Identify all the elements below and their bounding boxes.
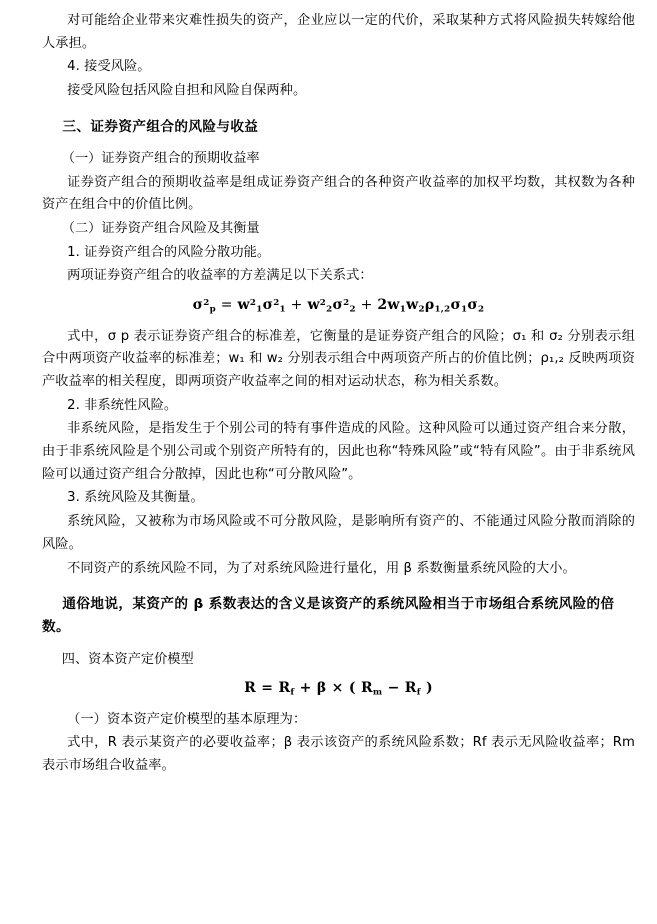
paragraph-diversification-title: 1. 证券资产组合的风险分散功能。 [67,244,271,260]
formula-cross-sigma2: σ [467,297,479,314]
formula-sigma1-sub: 1 [279,304,286,315]
heading-capm: 通俗地说，某资产的 β 系数表达的含义是该资产的系统风险相当于市场组合系统风险的倍数。 [42,596,615,636]
formula-w1: w [237,297,250,314]
formula-plus-1: + [290,297,303,314]
paragraph-risk-transfer: 对可能给企业带来灾难性损失的资产，企业应以一定的代价，采取某种方式将风险损失转嫁给他人承担。 [42,13,635,51]
paragraph-variance-intro: 两项证券资产组合的收益率的方差满足以下关系式： [67,268,373,284]
paragraph-accept-risk-body: 接受风险包括风险自担和风险自保两种。 [67,83,307,99]
formula-plus-2: + [360,297,373,314]
formula-cross-w1-sub: 1 [399,304,407,315]
formula-sigma-base: σ [192,297,204,314]
formula-cross-sigma2-sub: 2 [478,304,485,315]
formula-w2-sup: 2 [319,297,327,308]
formula-w1-sub: 1 [256,304,263,315]
formula-w2-sub: 2 [326,304,333,315]
formula-cross-w2-sub: 2 [418,304,425,315]
paragraph-expected-return-body: 证券资产组合的预期收益率是组成证券资产组合的各种资产收益率的加权平均数，其权数为各种资产在组合中的价值比例。 [42,174,635,213]
formula-capm [42,680,635,697]
formula-capm-plus: + [299,680,312,697]
subheading-portfolio-risk-measure: （二）证券资产组合风险及其衡量 [61,221,260,237]
formula-w1-sup: 2 [249,297,257,308]
paragraph-unsystematic-body: 2. 非系统性风险。 [67,397,178,413]
formula-cross-sigma1: σ [450,297,462,314]
formula-capm-paren-close: ) [425,680,433,697]
paragraph-beta-quantify: 系统风险，又被称为市场风险或不可分散风险，是影响所有资产的、不能通过风险分散而消除的风险。 [42,514,635,552]
formula-capm-r: R [244,680,257,697]
formula-coef-2: 2 [377,297,388,314]
formula-capm-minus: − [387,680,400,697]
formula-portfolio-variance [42,297,635,314]
paragraph-systematic-title: 非系统风险，是指发生于个别公司的特有事件造成的风险。这种风险可以通过资产组合来分散，由于非系统风险是个别公司或个别资产所特有的，因此也称“特殊风险”或“特有风险”。由于非系统风险可以通过资产组合分散掉，因此也称“可分散风险”。 [42,421,635,482]
formula-sigma2: σ [332,297,344,314]
formula-sigma2-sub: 2 [349,304,356,315]
formula-capm-equals: = [261,680,274,697]
paragraph-unsystematic-title: 式中，σ p 表示证券资产组合的标准差，它衡量的是证券资产组合的风险；σ₁ 和 σ₂ 分别表示组合中两项资产收益率的标准差；w₁ 和 w₂ 分别表示组合中两项资产所占的价值比例；ρ₁,₂ 反映两项资产收益率的相关程度，即两项资产收益率之间的相对运动状态，称为相关系数。 [42,328,635,389]
formula-capm-rf1: R [278,680,291,697]
formula-cross-sigma1-sub: 1 [461,304,468,315]
paragraph-capm-variables: （一）资本资产定价模型的基本原理为： [67,711,307,727]
formula-w2: w [307,297,320,314]
formula-cross-w2: w [406,297,419,314]
heading-portfolio-risk-return: 三、证券资产组合的风险与收益 [62,118,259,135]
formula-capm-paren-open: ( [348,680,356,697]
paragraph-accept-risk-title: 4. 接受风险。 [67,59,151,75]
formula-sigma2-sup: 2 [343,297,350,308]
paragraph-systematic-body: 3. 系统风险及其衡量。 [67,490,204,506]
paragraph-capm-contribution: 式中，R 表示某资产的必要收益率；β 表示该资产的系统风险系数；Rf 表示无风险收益率；Rm 表示市场组合收益率。 [42,735,635,774]
formula-capm-times: × [331,680,344,697]
formula-capm-rf2: R [404,680,417,697]
formula-rho-sub: 1,2 [434,304,451,315]
formula-capm-rm-sub: m [372,687,383,698]
formula-capm-beta: β [316,680,327,697]
subheading-capm-principle: 四、资本资产定价模型 [61,651,194,667]
formula-sigma1: σ [262,297,274,314]
subheading-expected-return: （一）证券资产组合的预期收益率 [61,150,260,166]
formula-capm-rf1-sub: f [290,687,295,698]
paragraph-beta-meaning: 不同资产的系统风险不同，为了对系统风险进行量化，用 β 系数衡量系统风险的大小。 [67,560,576,576]
formula-rho: ρ [424,297,435,314]
formula-sigma-sub: p [209,304,216,315]
formula-cross-w1: w [387,297,400,314]
formula-capm-rf2-sub: f [416,687,421,698]
formula-equals: = [220,297,233,314]
formula-sigma1-sup: 2 [273,297,280,308]
formula-capm-rm: R [360,680,373,697]
formula-sigma-sup: 2 [203,297,210,308]
